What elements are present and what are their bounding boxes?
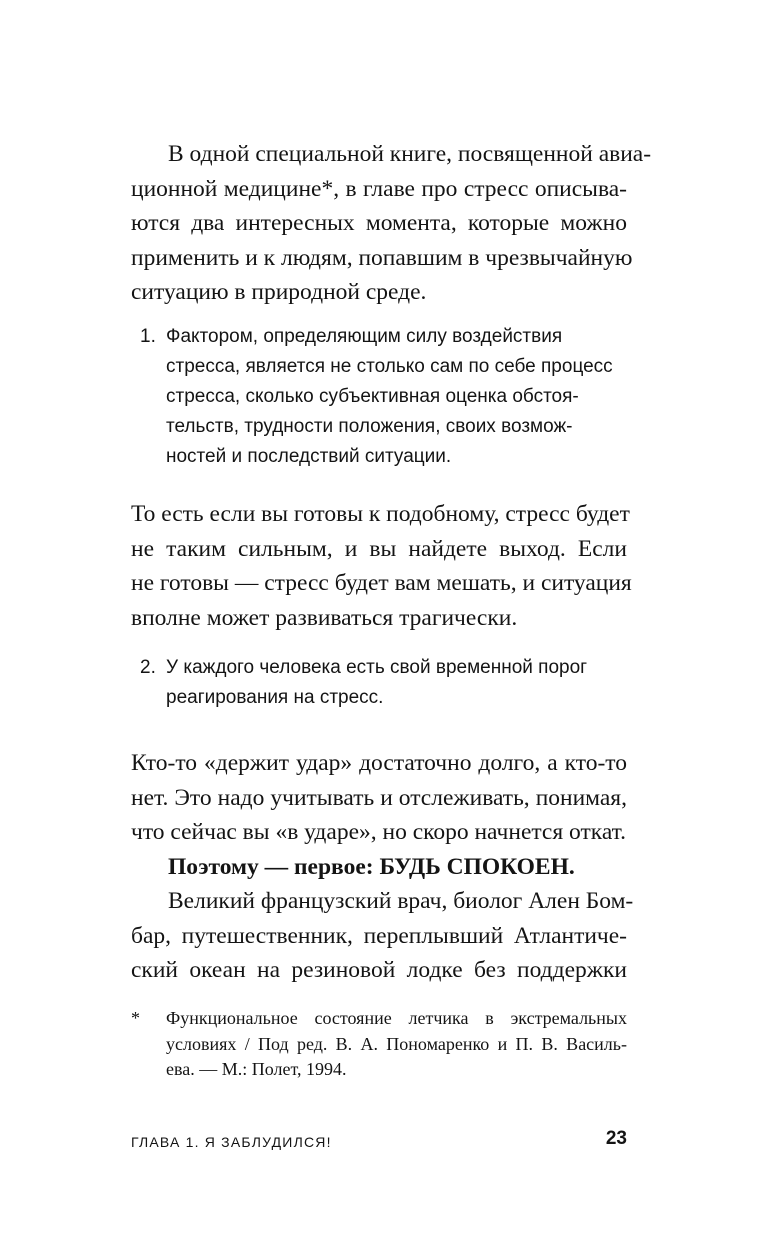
running-head: ГЛАВА 1. Я ЗАБЛУДИЛСЯ! (131, 1134, 332, 1150)
text-line: нет. Это надо учитывать и отслеживать, понимая, (131, 784, 627, 811)
text-line: Фактором, определяющим силу воздействия (166, 326, 563, 347)
text-line: стресса, является не столько сам по себе процесс (166, 356, 613, 377)
text-line: В одной специальной книге, посвященной авиа- (168, 141, 652, 167)
text-line: условиях / Под ред. В. А. Пономаренко и П. В. Василь- (166, 1033, 627, 1054)
text-line: не таким сильным, и вы найдете выход. Если (131, 535, 627, 562)
text-line: ционной медицине*, в главе про стресс описыва- (131, 175, 627, 202)
list-item (131, 653, 601, 713)
paragraph-readiness (131, 497, 632, 635)
list-number: 1. (140, 326, 156, 347)
text-line: вполне может развиваться трагически. (131, 604, 518, 631)
list-item (131, 322, 613, 472)
text-line: ситуацию в природной среде. (131, 279, 427, 305)
list-number: 2. (140, 657, 156, 678)
page-number: 23 (605, 1128, 627, 1149)
text-line: ются два интересных момента, которые можно (131, 210, 627, 236)
paragraph-endurance (131, 746, 634, 988)
text-line: бар, путешественник, переплывший Атлантиче- (131, 922, 627, 949)
text-line: реагирования на стресс. (166, 687, 384, 708)
text-line: что сейчас вы «в ударе», но скоро начнется откат. (131, 819, 627, 845)
paragraph-intro (131, 137, 652, 310)
text-line: ева. — М.: Полет, 1994. (166, 1059, 347, 1079)
emphasis-line: Поэтому — первое: БУДЬ СПОКОЕН. (168, 853, 575, 880)
footnote (131, 1006, 627, 1083)
text-line: У каждого человека есть свой временной порог (166, 657, 588, 678)
text-line: Великий французский врач, биолог Ален Бом- (168, 888, 634, 914)
text-line: Кто-то «держит удар» достаточно долго, а кто-то (131, 750, 627, 776)
text-line: не готовы — стресс будет вам мешать, и ситуация (131, 570, 632, 596)
list-item-body (166, 653, 601, 713)
text-line: стресса, сколько субъективная оценка обстоя- (166, 386, 579, 407)
text-line: тельств, трудности положения, своих возмож- (166, 416, 573, 437)
footnote-mark: * (131, 1008, 140, 1028)
text-line: Функциональное состояние летчика в экстремальных (166, 1008, 627, 1028)
text-line: ский океан на резиновой лодке без поддержки (131, 957, 627, 983)
text-line: применить и к людям, попавшим в чрезвычайную (131, 244, 633, 271)
text-line: То есть если вы готовы к подобному, стресс будет (131, 501, 630, 527)
list-item-body (166, 322, 613, 472)
text-line: ностей и последствий ситуации. (166, 446, 452, 467)
footnote-body (166, 1006, 627, 1083)
